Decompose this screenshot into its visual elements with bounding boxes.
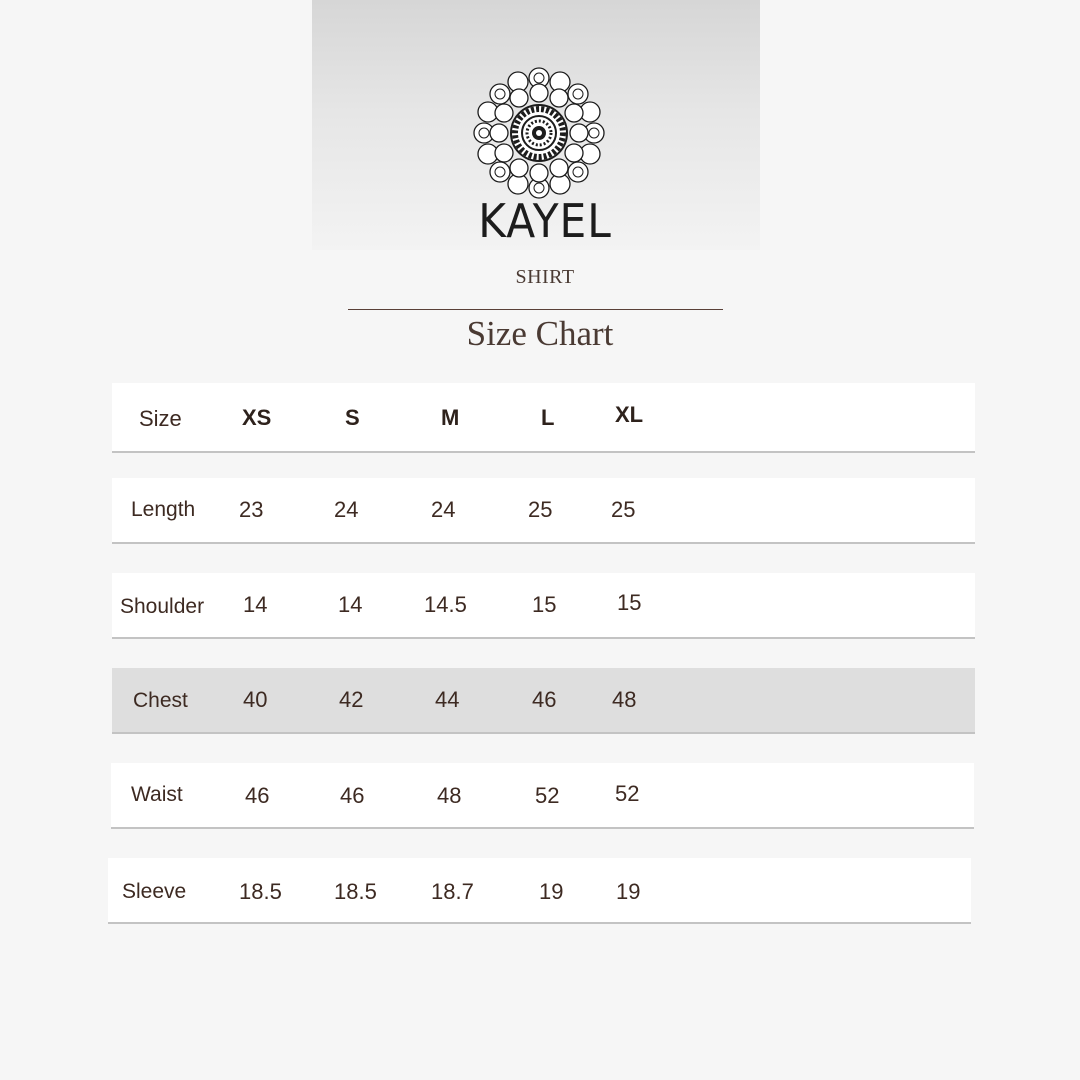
table-cell: 48 [437,783,462,808]
table-cell: 44 [435,687,460,712]
table-cell: 48 [612,687,637,712]
table-cell: 14 [338,592,363,617]
row-label: Chest [133,689,188,712]
table-cell: 52 [535,783,560,808]
row-label: Sleeve [122,880,187,903]
table-cell: 18.5 [239,879,282,904]
table-cell: 25 [528,497,553,522]
size-header: M [441,405,460,430]
divider [348,309,723,310]
table-cell: 25 [611,497,636,522]
table-row [108,858,971,924]
table-cell: 24 [334,497,359,522]
table-cell: 19 [616,879,641,904]
table-cell: 42 [339,687,364,712]
table-cell: 19 [539,879,564,904]
table-cell: 15 [617,590,642,615]
table-cell: 15 [532,592,557,617]
size-header: S [345,405,360,430]
size-header: XL [615,402,644,427]
table-cell: 18.5 [334,879,377,904]
table-header-row [112,383,975,453]
row-label: Waist [131,783,183,806]
size-header: XS [242,405,272,430]
table-row [112,573,975,639]
product-name: SHIRT [515,266,575,288]
table-cell: 46 [245,783,270,808]
table-cell: 24 [431,497,456,522]
table-cell: 46 [340,783,365,808]
table-cell: 14 [243,592,268,617]
table-cell: 14.5 [424,592,467,617]
table-row [112,478,975,544]
brand-name: KAYEL [478,194,612,248]
table-cell: 18.7 [431,879,474,904]
row-label: Length [131,498,196,521]
size-header: L [541,405,555,430]
table-row [112,668,975,734]
table-row [111,763,974,829]
table-cell: 52 [615,781,640,806]
table-cell: 40 [243,687,268,712]
header-label: Size [139,406,182,431]
mandala-logo-icon [472,66,606,200]
table-cell: 23 [239,497,264,522]
page-title: Size Chart [466,314,614,353]
table-cell: 46 [532,687,557,712]
row-label: Shoulder [120,595,205,618]
